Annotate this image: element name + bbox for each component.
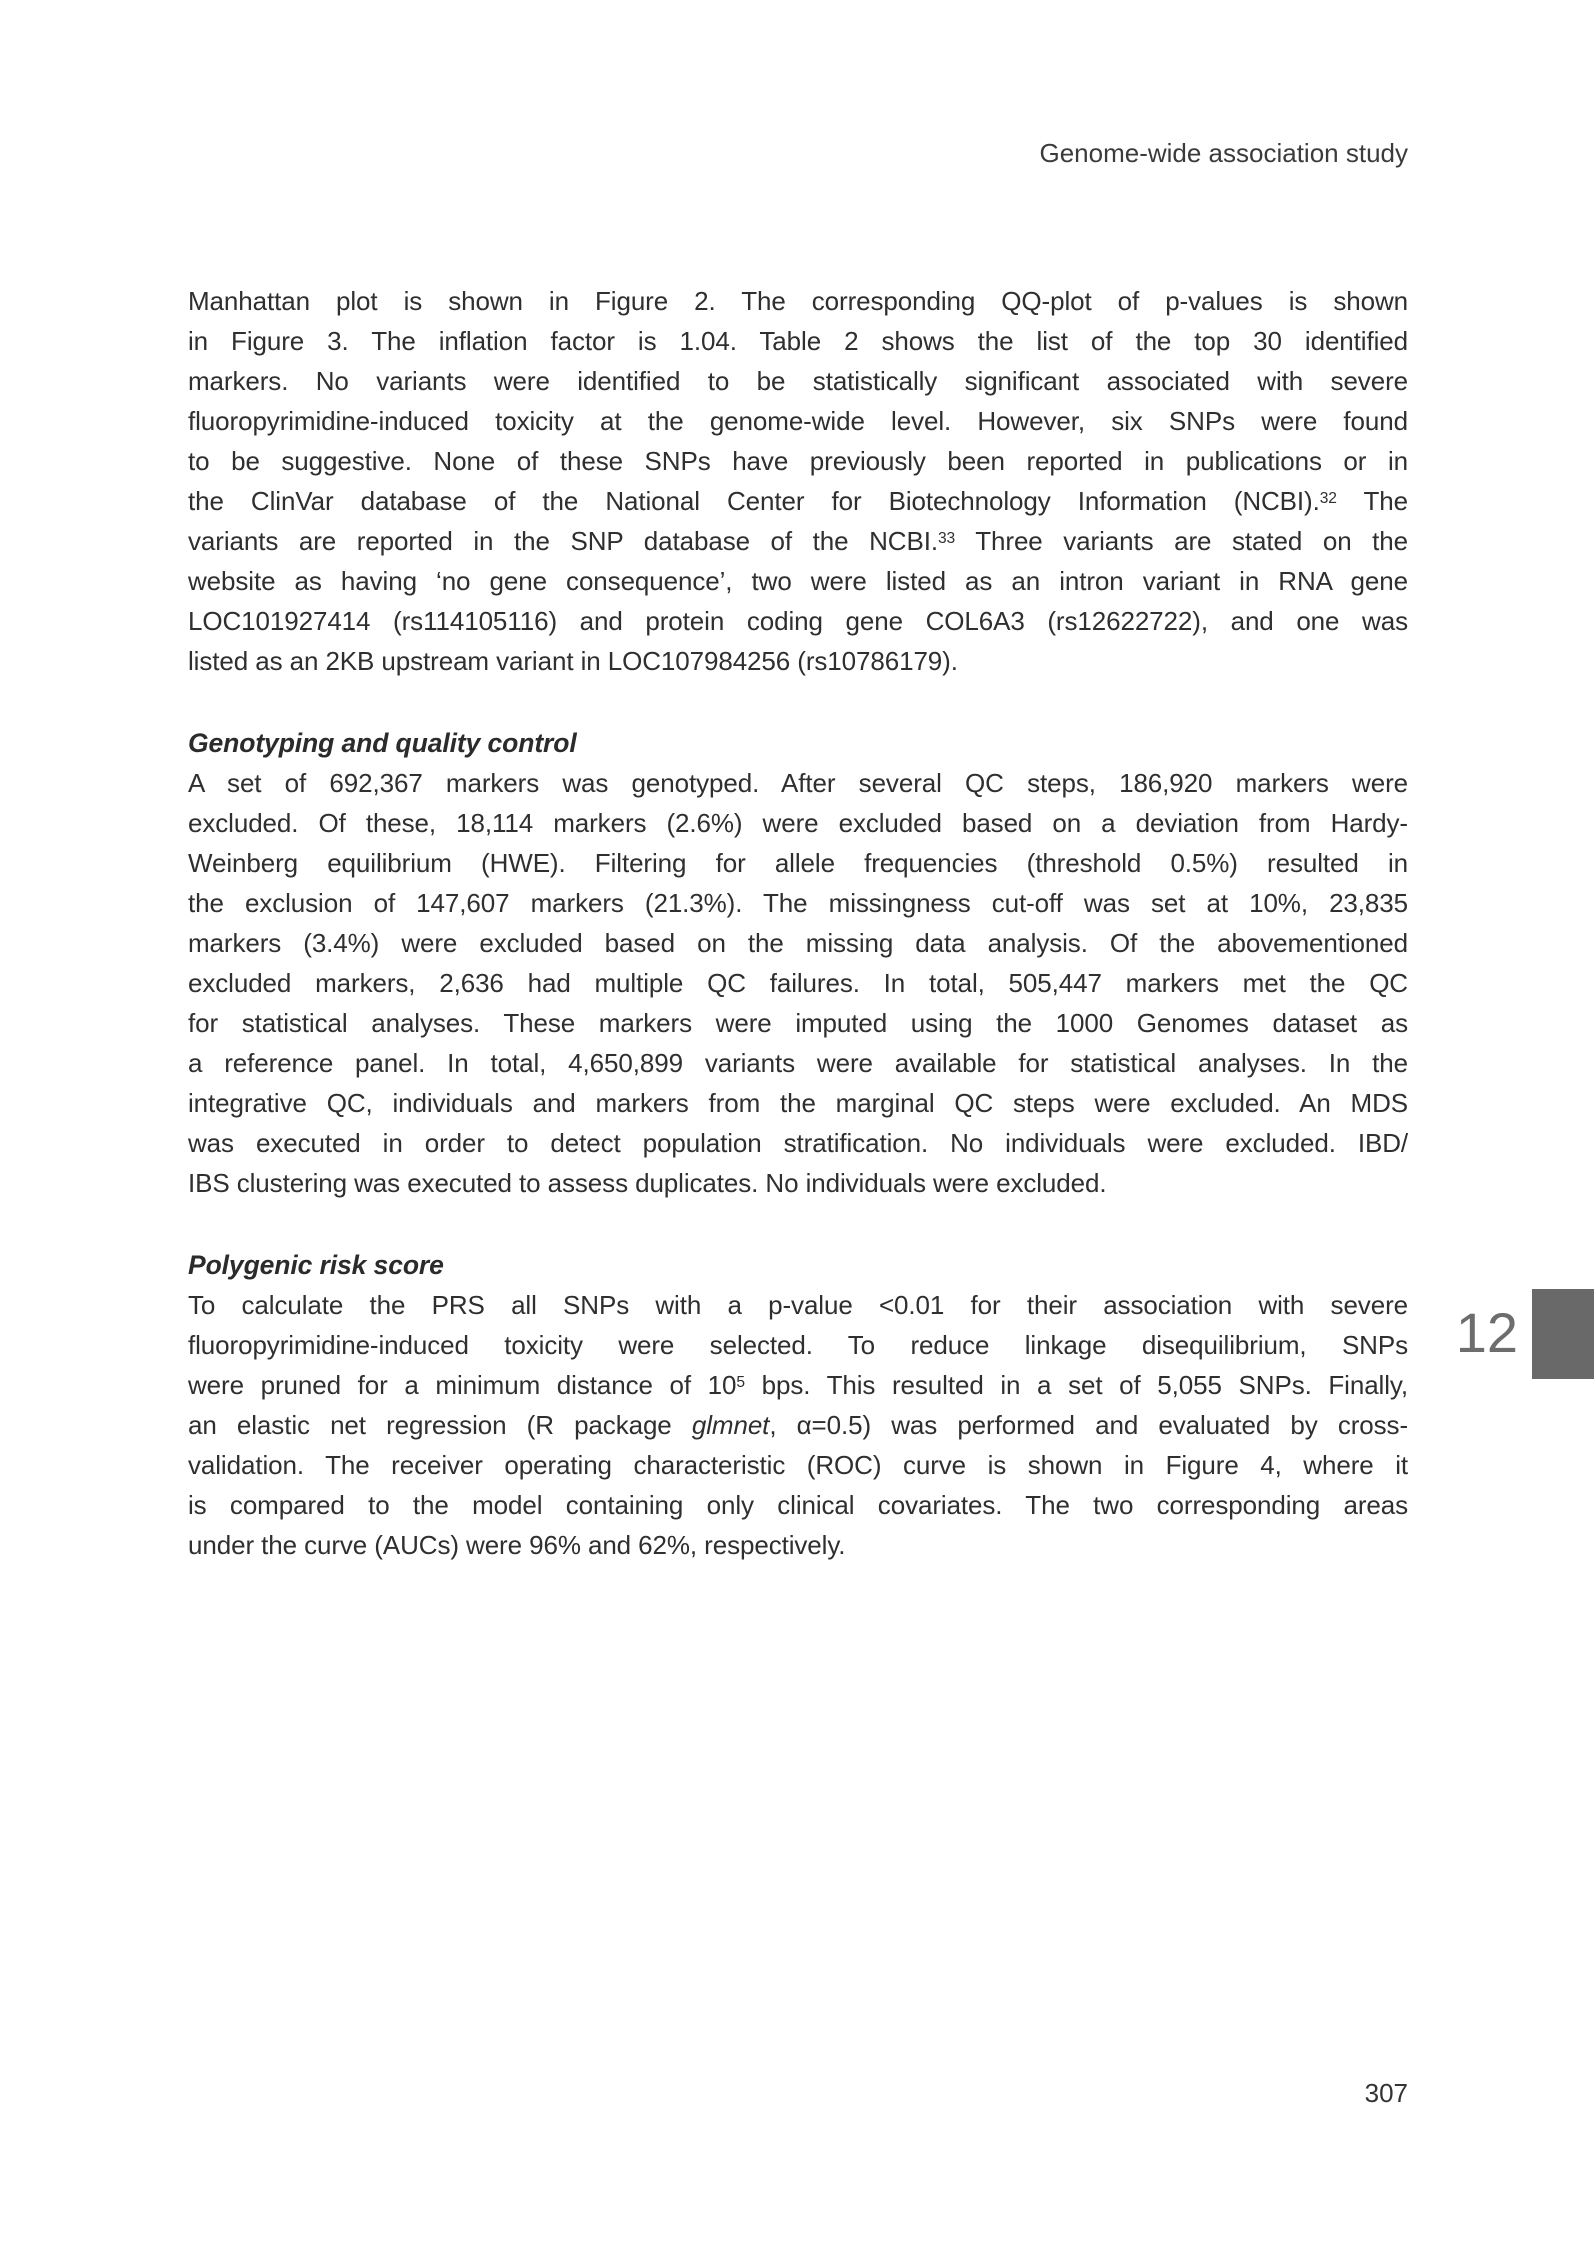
paragraph-manhattan [188,281,1408,681]
text-line: an elastic net regression (R package glmnet, α=0.5) was performed and evaluated by cross- [188,1410,1408,1440]
text-line: to be suggestive. None of these SNPs have previously been reported in publications or in [188,446,1408,476]
text-line: variants are reported in the SNP database of the NCBI.$^{33}$ Three variants are stated on the [188,526,1409,556]
text-line: IBS clustering was executed to assess duplicates. No individuals were excluded. [188,1168,1107,1198]
text-line: fluoropyrimidine-induced toxicity were selected. To reduce linkage disequilibrium, SNPs [188,1330,1408,1360]
text-line: Weinberg equilibrium (HWE). Filtering for allele frequencies (threshold 0.5%) resulted in [188,848,1408,878]
section-heading-genotyping: Genotyping and quality control [188,728,577,758]
text-line: To calculate the PRS all SNPs with a p-value <0.01 for their association with severe [188,1290,1408,1320]
text-line: for statistical analyses. These markers were imputed using the 1000 Genomes dataset as [188,1008,1408,1038]
text-line: under the curve (AUCs) were 96% and 62%, respectively. [188,1530,846,1560]
text-line: A set of 692,367 markers was genotyped. After several QC steps, 186,920 markers were [188,768,1408,798]
text-line: markers (3.4%) were excluded based on the missing data analysis. Of the abovementioned [188,928,1408,958]
text-line: were pruned for a minimum distance of $10^5$ bps. This resulted in a set of 5,055 SNPs. Finally, [188,1370,1409,1400]
text-line: the ClinVar database of the National Center for Biotechnology Information (NCBI).$^{32}$ The [188,486,1408,516]
text-line: excluded markers, 2,636 had multiple QC failures. In total, 505,447 markers met the QC [188,968,1408,998]
page-number: 307 [1364,2078,1408,2108]
text-line: Manhattan plot is shown in Figure 2. The corresponding QQ-plot of p-values is shown [188,286,1408,316]
text-line: fluoropyrimidine-induced toxicity at the genome-wide level. However, six SNPs were found [188,406,1408,436]
text-line: the exclusion of 147,607 markers (21.3%). The missingness cut-off was set at 10%, 23,835 [188,888,1408,918]
chapter-tab-marker [1532,1289,1594,1379]
chapter-number: 12 [1455,1301,1518,1364]
text-line: a reference panel. In total, 4,650,899 variants were available for statistical analyses. In the [188,1048,1408,1078]
text-line: in Figure 3. The inflation factor is 1.04. Table 2 shows the list of the top 30 identified [188,326,1408,356]
running-header: Genome-wide association study [1039,138,1408,168]
text-line: integrative QC, individuals and markers from the marginal QC steps were excluded. An MDS [188,1088,1408,1118]
text-line: listed as an 2KB upstream variant in LOC107984256 (rs10786179). [188,646,958,676]
text-line: markers. No variants were identified to be statistically significant associated with severe [188,366,1408,396]
paragraph-genotyping [188,763,1408,1203]
paragraph-prs [188,1285,1408,1565]
text-line: validation. The receiver operating characteristic (ROC) curve is shown in Figure 4, where it [188,1450,1408,1480]
text-line: is compared to the model containing only clinical covariates. The two corresponding areas [188,1490,1408,1520]
text-line: was executed in order to detect population stratification. No individuals were excluded. IBD/ [188,1128,1408,1158]
page-content [188,281,1408,1565]
section-heading-prs: Polygenic risk score [188,1250,444,1280]
text-line: excluded. Of these, 18,114 markers (2.6%) were excluded based on a deviation from Hardy- [188,808,1408,838]
text-line: website as having ‘no gene consequence’, two were listed as an intron variant in RNA gene [188,566,1408,596]
text-line: LOC101927414 (rs114105116) and protein coding gene COL6A3 (rs12622722), and one was [188,606,1408,636]
